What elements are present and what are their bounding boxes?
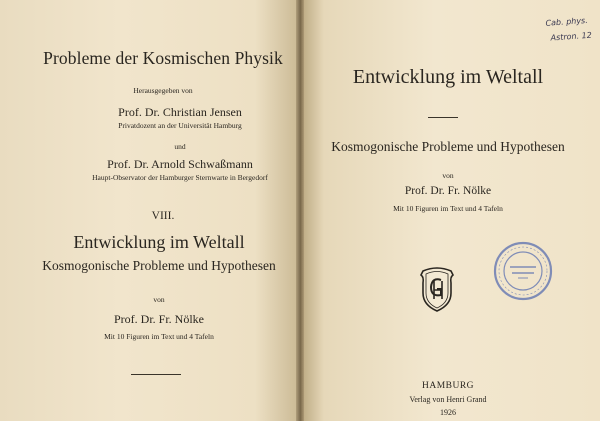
title-divider-rule [428,117,458,118]
publisher-logo-icon [417,263,457,313]
title-page-title: Entwicklung im Weltall [352,66,544,88]
editor1-name: Prof. Dr. Christian Jensen [118,105,242,119]
and-label: und [174,142,186,151]
title-page-author: Prof. Dr. Fr. Nölke [404,185,492,197]
editor2-name: Prof. Dr. Arnold Schwaßmann [107,157,253,171]
handwritten-shelfmark [545,12,599,46]
figures-note: Mit 10 Figuren im Text und 4 Tafeln [104,332,214,341]
title-page-by-label: von [442,171,454,180]
publication-year: 1926 [440,408,456,417]
editor1-role: Privatdozent an der Universität Hamburg [118,121,242,130]
handwritten-line-2: Astron. 12 [550,30,593,43]
author-name: Prof. Dr. Fr. Nölke [114,312,204,326]
book-gutter [296,0,304,421]
title-page-subtitle: Kosmogonische Probleme und Hypothesen [331,139,565,154]
editor2-role: Haupt-Observator der Hamburger Sternwarte in Bergedorf [92,173,268,182]
handwritten-line-1: Cab. phys. [545,15,589,28]
edited-by-label: Herausgegeben von [133,86,193,95]
book-title: Entwicklung im Weltall [73,232,245,252]
publisher-name: Verlag von Henri Grand [409,395,487,404]
library-stamp-icon [492,240,554,302]
divider-rule [131,374,181,375]
title-page-figures-note: Mit 10 Figuren im Text und 4 Tafeln [393,204,503,213]
volume-number: VIII. [151,210,175,222]
by-label: von [153,295,165,304]
series-title: Probleme der Kosmischen Physik [43,48,283,68]
publisher-city: HAMBURG [421,381,475,391]
book-subtitle: Kosmogonische Probleme und Hypothesen [42,258,276,273]
